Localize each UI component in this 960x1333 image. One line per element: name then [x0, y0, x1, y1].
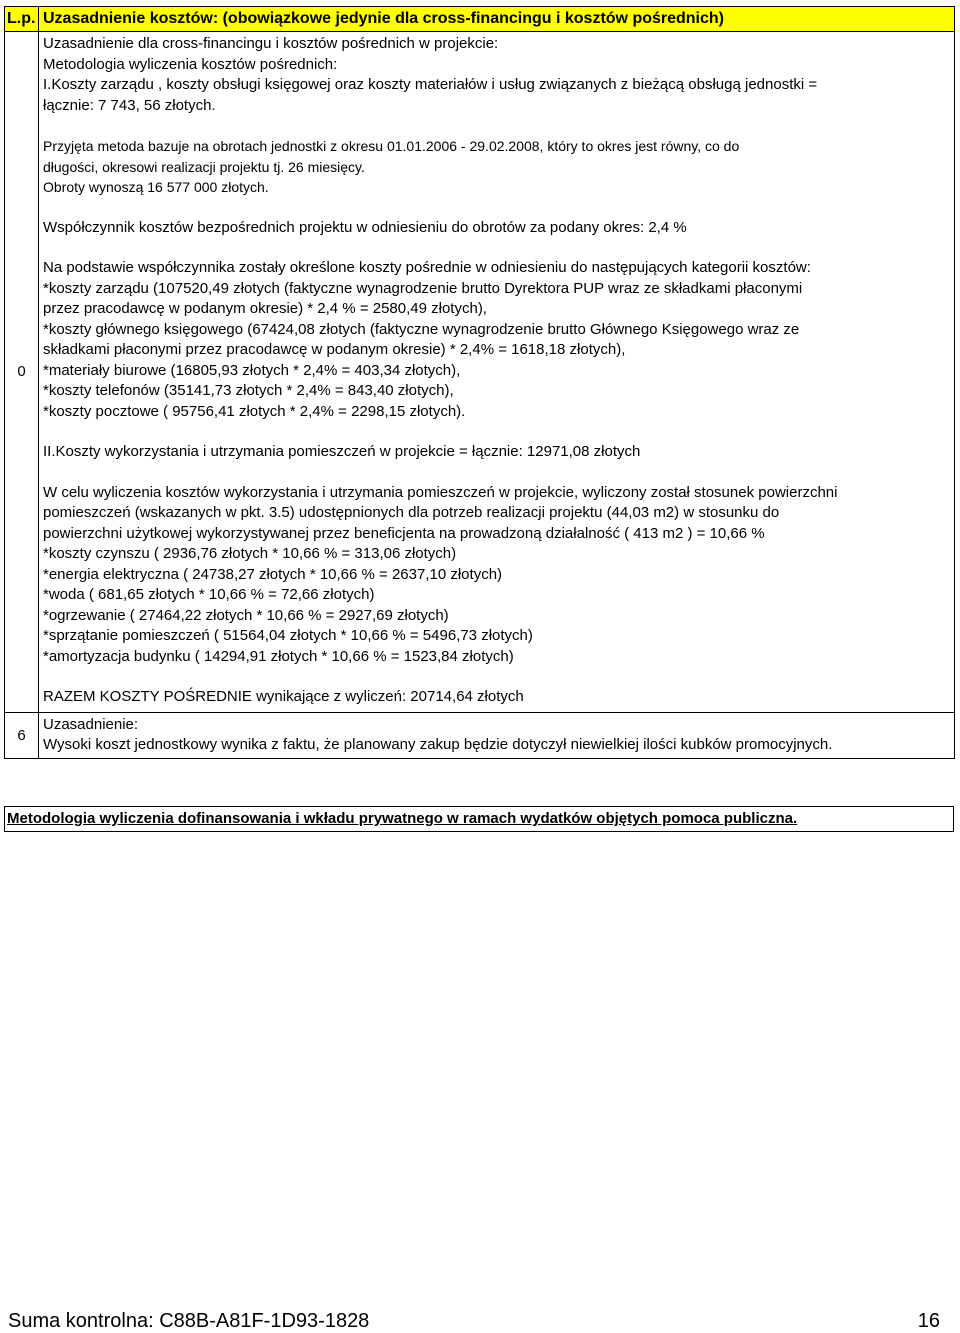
- text-line: *koszty głównego księgowego (67424,08 złotych (faktyczne wynagrodzenie brutto Głównego Księgowego wraz ze: [43, 320, 800, 338]
- justification-table: [4, 6, 955, 759]
- line-gap: [43, 463, 950, 483]
- text-line: przez pracodawcę w podanym okresie) * 2,4 % = 2580,49 złotych),: [43, 300, 487, 317]
- line-gap: [43, 198, 950, 218]
- table-row: [5, 712, 955, 758]
- text-line: *woda ( 681,65 złotych * 10,66 % = 72,66 złotych): [43, 586, 375, 603]
- line-gap: [43, 667, 950, 687]
- text-line: Obroty wynoszą 16 577 000 złotych.: [43, 179, 269, 195]
- row-justification-text: [39, 32, 955, 713]
- text-line: Na podstawie współczynnika zostały określone koszty pośrednie w odniesieniu do następujących kategorii kosztów:: [43, 259, 811, 276]
- row-number: 6: [5, 712, 39, 758]
- justification-label: Uzasadnienie:: [43, 715, 139, 733]
- text-line: pomieszczeń (wskazanych w pkt. 3.5) udostępnionych dla potrzeb realizacji projektu (44,03 m2) w stosunku do: [43, 504, 780, 521]
- line-gap: [43, 422, 950, 442]
- row-justification-text: [39, 712, 955, 758]
- text-line: II.Koszty wykorzystania i utrzymania pomieszczeń w projekcie = łącznie: 12971,08 złotych: [43, 443, 641, 460]
- text-line: I.Koszty zarządu , koszty obsługi księgowej oraz koszty materiałów i usług związanych z bieżącą obsługą jednostki =: [43, 76, 818, 93]
- lp-header: L.p.: [5, 7, 39, 32]
- text-line: *ogrzewanie ( 27464,22 złotych * 10,66 % = 2927,69 złotych): [43, 606, 449, 624]
- header-title: Uzasadnienie kosztów: (obowiązkowe jedynie dla cross-financingu i kosztów pośrednich): [39, 7, 955, 32]
- text-line: *materiały biurowe (16805,93 złotych * 2,4% = 403,34 złotych),: [43, 361, 461, 379]
- text-line: RAZEM KOSZTY POŚREDNIE wynikające z wyliczeń: 20714,64 złotych: [43, 688, 524, 705]
- text-line: powierzchni użytkowej wykorzystywanej przez beneficjenta na prowadzoną działalność ( 413 m2 ) = 10,66 %: [43, 524, 765, 542]
- text-line: *koszty czynszu ( 2936,76 złotych * 10,66 % = 313,06 złotych): [43, 545, 457, 562]
- text-line: *sprzątanie pomieszczeń ( 51564,04 złotych * 10,66 % = 5496,73 złotych): [43, 627, 533, 644]
- text-line: Przyjęta metoda bazuje na obrotach jednostki z okresu 01.01.2006 - 29.02.2008, który to okres jest równy, co do: [43, 138, 740, 154]
- line-gap: [43, 116, 950, 136]
- row-number: 0: [5, 32, 39, 713]
- table-row: [5, 32, 955, 713]
- checksum-footer: Suma kontrolna: C88B-A81F-1D93-1828: [8, 1310, 370, 1332]
- text-line: Uzasadnienie dla cross-financingu i kosztów pośrednich w projekcie:: [43, 35, 499, 52]
- text-line: *koszty pocztowe ( 95756,41 złotych * 2,4% = 2298,15 złotych).: [43, 402, 466, 420]
- text-line: składkami płaconymi przez pracodawcę w podanym okresie) * 2,4% = 1618,18 złotych),: [43, 341, 626, 358]
- text-line: długości, okresowi realizacji projektu tj. 26 miesięcy.: [43, 158, 365, 175]
- text-line: *koszty zarządu (107520,49 złotych (faktyczne wynagrodzenie brutto Dyrektora PUP wraz ze składkami płaconymi: [43, 279, 803, 297]
- justification-table-wrapper: [4, 6, 954, 759]
- text-line: Metodologia wyliczenia kosztów pośrednich:: [43, 55, 338, 73]
- text-line: W celu wyliczenia kosztów wykorzystania i utrzymania pomieszczeń w projekcie, wyliczony został stosunek powierzchni: [43, 483, 838, 501]
- section-title: Metodologia wyliczenia dofinansowania i wkładu prywatnego w ramach wydatków objętych pomoca publiczna.: [4, 806, 954, 832]
- line-gap: [43, 238, 950, 258]
- text-line: Współczynnik kosztów bezpośrednich projektu w odniesieniu do obrotów za podany okres: 2,4 %: [43, 218, 687, 236]
- text-line: *energia elektryczna ( 24738,27 złotych * 10,66 % = 2637,10 złotych): [43, 565, 503, 583]
- text-line: łącznie: 7 743, 56 złotych.: [43, 96, 216, 114]
- justification-reason: Wysoki koszt jednostkowy wynika z faktu, że planowany zakup będzie dotyczył niewielkiej ilości kubków promocyjnych.: [43, 736, 833, 753]
- text-line: *amortyzacja budynku ( 14294,91 złotych * 10,66 % = 1523,84 złotych): [43, 647, 514, 665]
- table-header-row: [5, 7, 955, 32]
- page-number: 16: [917, 1310, 940, 1332]
- text-line: *koszty telefonów (35141,73 złotych * 2,4% = 843,40 złotych),: [43, 382, 454, 399]
